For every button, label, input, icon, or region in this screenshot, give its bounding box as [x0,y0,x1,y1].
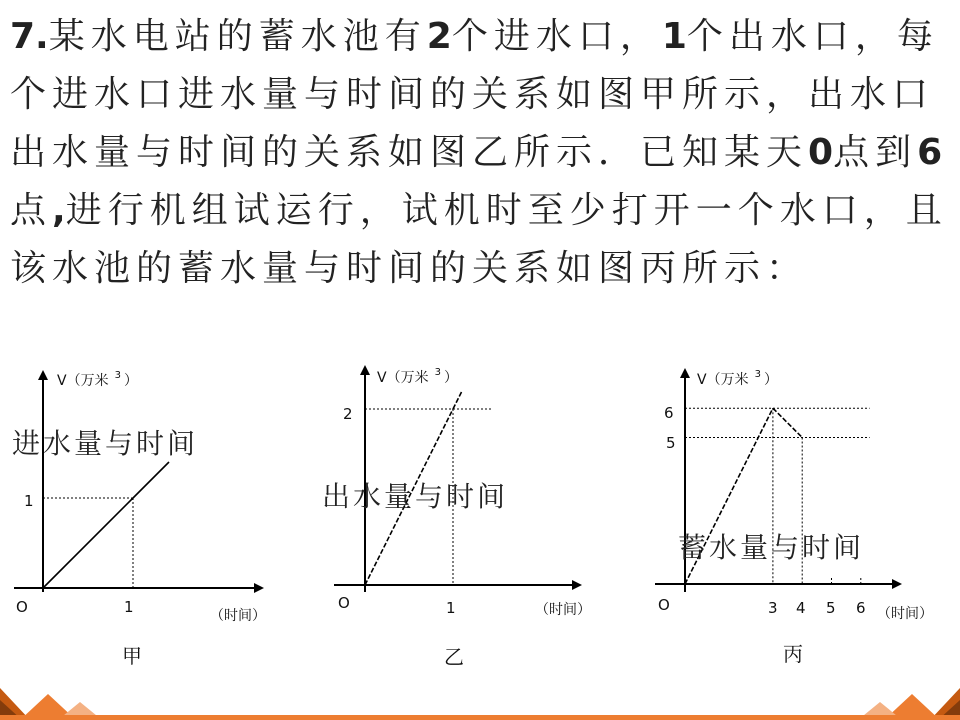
bing-handwritten-label: 蓄水量与时间 [678,531,865,564]
jia-x-label: （时间） [210,608,266,624]
jia-x-tick-1: 1 [124,598,134,616]
start-hour: 0 [808,132,834,173]
yi-handwritten-label: 出水量与时间 [322,480,509,513]
problem-text-c: 个出水口，每个进水口进水量与时间的关系如图甲所示，出水口出水量与时间的关系如图乙所示．已知某天 [10,16,939,173]
bing-caption: 丙 [783,642,803,666]
jia-series-segment-0 [43,498,133,588]
figure-bing [655,369,933,666]
bing-x-tick-3: 3 [768,599,778,617]
figures-area [0,350,960,720]
jia-caption: 甲 [122,644,142,668]
jia-y-tick-1: 1 [24,492,34,510]
yi-y-label: V（万米 $^3$ ） [377,367,458,386]
figure-yi [322,367,591,669]
problem-text-f: 进行机组试运行，试机时至少打开一个水口，且该水池的蓄水量与时间的关系如图丙所示： [10,190,948,289]
yi-x-tick-1: 1 [446,599,456,617]
jia-handwritten-label: 进水量与时间 [12,427,199,460]
problem-text-d: 点到 [833,132,918,173]
problem-text-a: 某水电站的蓄水池有 [48,16,427,57]
problem-text [10,8,950,298]
problem-number: 7. [10,16,49,57]
corner-decoration-left [0,680,110,720]
bing-x-tick-5: 5 [826,599,836,617]
bing-origin: O [658,596,670,614]
problem-text-b: 个进水口， [451,16,662,57]
yi-caption: 乙 [444,645,464,669]
yi-origin: O [338,594,350,612]
problem-comma: , [52,190,66,231]
yi-x-label: （时间） [535,602,591,618]
bing-x-tick-6: 6 [856,599,866,617]
yi-y-tick-2: 2 [343,405,353,423]
inlet-count: 2 [426,16,452,57]
jia-plot [43,462,169,588]
problem-text-e: 点 [10,190,53,231]
end-hour: 6 [917,132,943,173]
bing-y-tick-5: 5 [666,434,676,452]
jia-series-segment-1 [133,462,169,498]
jia-y-label: V（万米 $^3$ ） [57,370,138,389]
bottom-accent-bar [0,715,960,720]
figure-jia [12,370,266,668]
outlet-count: 1 [661,16,687,57]
jia-origin: O [16,598,28,616]
bing-series-segment-1 [773,408,802,437]
corner-decoration-right [850,680,960,720]
bing-x-tick-4: 4 [796,599,806,617]
bing-y-tick-6: 6 [664,404,674,422]
bing-x-label: （时间） [877,606,933,622]
bing-y-label: V（万米 $^3$ ） [697,369,778,388]
yi-series-segment-1 [453,391,462,409]
